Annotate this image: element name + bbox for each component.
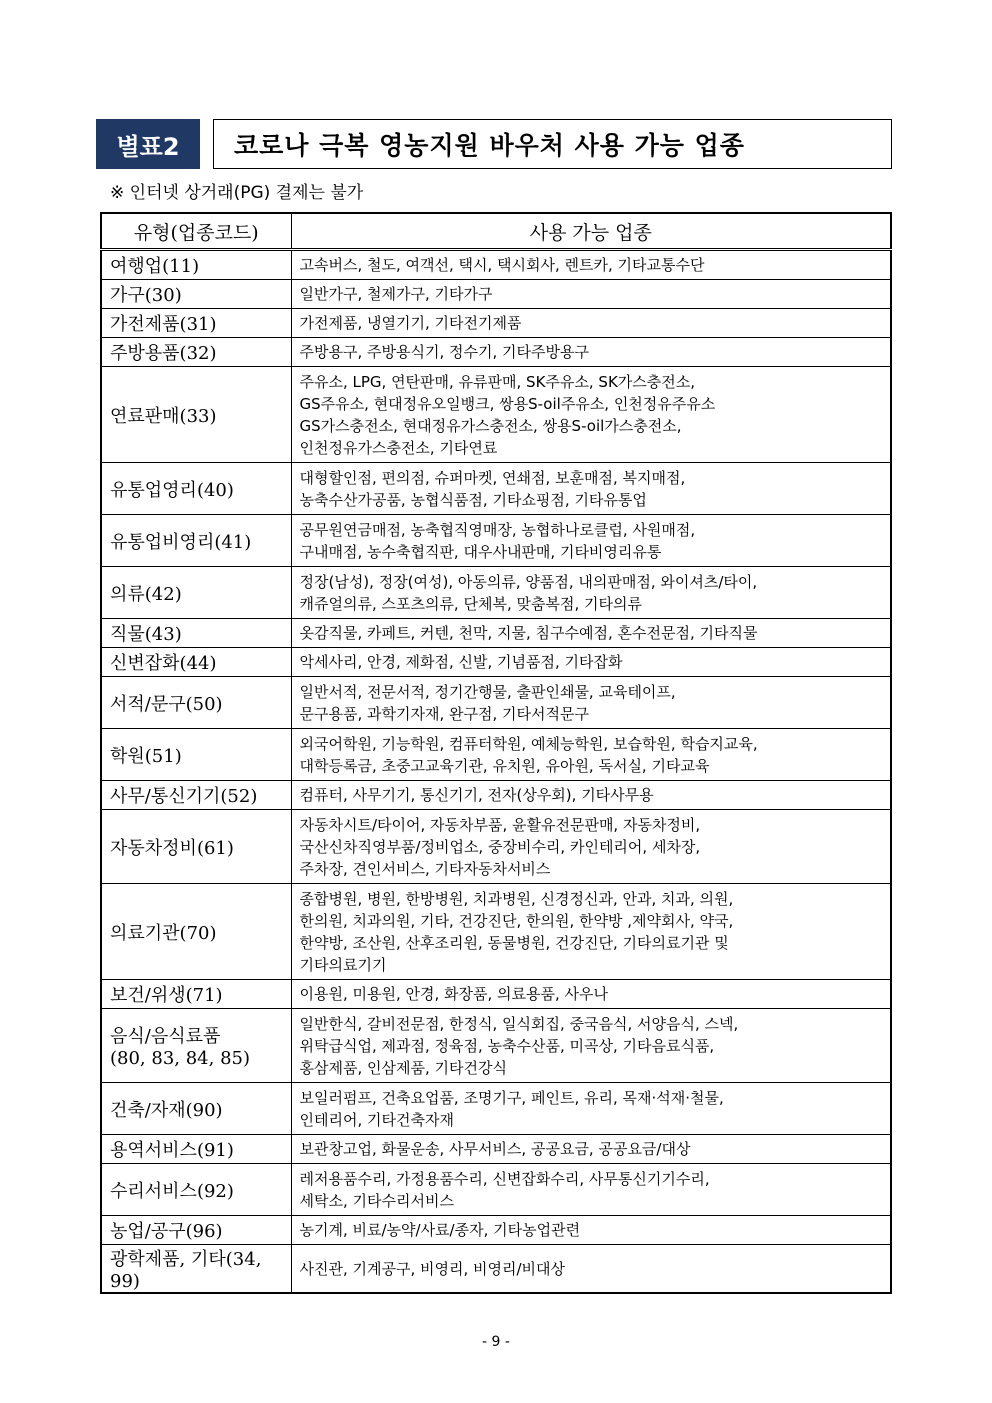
row-items [291, 619, 891, 648]
row-category [101, 250, 291, 280]
row-category-line: 수리서비스(92) [110, 1180, 234, 1202]
row-items-line: 주방용구, 주방용식기, 정수기, 기타주방용구 [299, 343, 589, 361]
row-items-line: 주차장, 견인서비스, 기타자동차서비스 [299, 859, 551, 878]
row-items [291, 280, 891, 309]
row-items-line: 외국어학원, 기능학원, 컴퓨터학원, 예체능학원, 보습학원, 학습지교육, [299, 734, 758, 753]
row-category [101, 619, 291, 648]
row-items [291, 884, 891, 980]
table-row [101, 729, 891, 781]
row-items [291, 1164, 891, 1216]
row-items-line: 인천정유가스충전소, 기타연료 [299, 438, 498, 457]
row-items [291, 309, 891, 338]
table-row [101, 1135, 891, 1164]
row-items [291, 1009, 891, 1083]
row-items-line: 사진관, 기계공구, 비영리, 비영리/비대상 [299, 1259, 566, 1278]
row-category [101, 463, 291, 515]
row-items-line: 보관창고업, 화물운송, 사무서비스, 공공요금, 공공요금/대상 [299, 1140, 691, 1158]
row-items-line: 한약방, 조산원, 산후조리원, 동물병원, 건강진단, 기타의료기관 및 [299, 933, 729, 952]
row-items-line: 대형할인점, 편의점, 슈퍼마켓, 연쇄점, 보훈매점, 복지매점, [299, 468, 686, 487]
table-header-row [101, 213, 891, 250]
row-category-line: 연료판매(33) [110, 405, 217, 427]
row-items-line: 인테리어, 기타건축자재 [299, 1110, 454, 1129]
row-category-line: 음식/음식료품 [110, 1026, 221, 1047]
row-items-line: 이용원, 미용원, 안경, 화장품, 의료용품, 사우나 [299, 985, 609, 1003]
row-items-line: 일반서적, 전문서적, 정기간행물, 출판인쇄물, 교육테이프, [299, 682, 676, 701]
row-category [101, 367, 291, 463]
row-items-line: 홍삼제품, 인삼제품, 기타건강식 [299, 1058, 507, 1077]
row-category [101, 338, 291, 367]
row-items-line: 일반한식, 갈비전문점, 한정식, 일식회집, 중국음식, 서양음식, 스넥, [299, 1014, 739, 1033]
row-items-line: 레저용품수리, 가정용품수리, 신변잡화수리, 사무통신기기수리, [299, 1169, 710, 1188]
table-row [101, 1164, 891, 1216]
row-category-line: 의류(42) [110, 583, 182, 605]
row-items [291, 1083, 891, 1135]
row-items [291, 648, 891, 677]
row-category [101, 567, 291, 619]
table-row [101, 1245, 891, 1294]
row-category-line: 서적/문구(50) [110, 693, 223, 715]
table-body [101, 250, 891, 1294]
row-category-line: 농업/공구(96) [110, 1221, 223, 1242]
row-category-line: 학원(51) [110, 745, 182, 767]
row-items [291, 463, 891, 515]
row-items-line: 농기계, 비료/농약/사료/종자, 기타농업관련 [299, 1221, 581, 1239]
page-number: - 9 - [482, 1334, 510, 1350]
table-row [101, 280, 891, 309]
row-category [101, 781, 291, 810]
row-items-line: 구내매점, 농수축협직판, 대우사내판매, 기타비영리유통 [299, 542, 662, 561]
row-items [291, 677, 891, 729]
row-items [291, 515, 891, 567]
row-category-line: 보건/위생(71) [110, 985, 223, 1006]
table-row [101, 250, 891, 280]
row-items [291, 250, 891, 280]
row-category [101, 1245, 291, 1294]
table-row [101, 810, 891, 884]
badge-label: 별표2 [96, 119, 200, 169]
row-items-line: 캐쥬얼의류, 스포츠의류, 단체복, 맞춤복점, 기타의류 [299, 594, 642, 613]
page-title-text: 코로나 극복 영농지원 바우처 사용 가능 업종 [234, 131, 745, 160]
row-category [101, 729, 291, 781]
row-items-line: 한의원, 치과의원, 기타, 건강진단, 한의원, 한약방 ,제약회사, 약국, [299, 911, 734, 930]
row-category [101, 309, 291, 338]
row-items-line: 농축수산가공품, 농협식품점, 기타쇼핑점, 기타유통업 [299, 490, 647, 509]
col-header-category: 유형(업종코드) [101, 213, 291, 250]
row-items-line: 국산신차직영부품/정비업소, 중장비수리, 카인테리어, 세차장, [299, 837, 701, 856]
row-items-line: 가전제품, 냉열기기, 기타전기제품 [299, 314, 522, 332]
table-row [101, 1216, 891, 1245]
row-category [101, 1009, 291, 1083]
row-category-line: 의료기관(70) [110, 922, 217, 944]
row-category-line: 여행업(11) [110, 256, 200, 277]
table-row [101, 367, 891, 463]
table-row [101, 1083, 891, 1135]
table-row [101, 515, 891, 567]
table-row [101, 619, 891, 648]
row-items-line: 문구용품, 과학기자재, 완구점, 기타서적문구 [299, 704, 589, 723]
row-category-line: (80, 83, 84, 85) [110, 1048, 250, 1069]
row-category-line: 자동차정비(61) [110, 837, 234, 859]
row-category [101, 515, 291, 567]
row-items-line: 악세사리, 안경, 제화점, 신발, 기념품점, 기타잡화 [299, 653, 623, 671]
row-items [291, 810, 891, 884]
row-items-line: 고속버스, 철도, 여객선, 택시, 택시회사, 렌트카, 기타교통수단 [299, 256, 705, 274]
row-items [291, 729, 891, 781]
row-items-line: 옷감직물, 카페트, 커텐, 천막, 지물, 침구수예점, 혼수전문점, 기타직물 [299, 624, 758, 642]
row-items-line: GS가스충전소, 현대정유가스충전소, 쌍용S-oil가스충전소, [299, 416, 682, 435]
table-row [101, 884, 891, 980]
voucher-table [100, 212, 892, 1294]
row-items-line: 일반가구, 철제가구, 기타가구 [299, 285, 493, 303]
table-row [101, 648, 891, 677]
table-row [101, 980, 891, 1009]
row-category [101, 884, 291, 980]
row-items-line: 정장(남성), 정장(여성), 아동의류, 양품점, 내의판매점, 와이셔츠/타이, [299, 572, 758, 591]
row-category-line: 유통업영리(40) [110, 479, 234, 501]
row-items-line: 컴퓨터, 사무기기, 통신기기, 전자(상우회), 기타사무용 [299, 786, 654, 804]
row-category [101, 677, 291, 729]
row-items-line: 공무원연금매점, 농축협직영매장, 농협하나로클럽, 사원매점, [299, 520, 696, 539]
row-category [101, 980, 291, 1009]
row-items [291, 980, 891, 1009]
row-category [101, 280, 291, 309]
table-row [101, 309, 891, 338]
row-category-line: 용역서비스(91) [110, 1140, 234, 1161]
row-category-line: 광학제품, 기타(34, 99) [110, 1249, 262, 1292]
row-items-line: 종합병원, 병원, 한방병원, 치과병원, 신경정신과, 안과, 치과, 의원, [299, 889, 734, 908]
row-category [101, 1083, 291, 1135]
row-category-line: 사무/통신기기(52) [110, 786, 258, 807]
row-category-line: 신변잡화(44) [110, 653, 217, 674]
row-category-line: 가구(30) [110, 285, 182, 306]
note-text: ※ 인터넷 상거래(PG) 결제는 불가 [110, 183, 364, 203]
row-category-line: 가전제품(31) [110, 314, 217, 335]
row-category-line: 직물(43) [110, 624, 182, 645]
row-items-line: 대학등록금, 초중고교육기관, 유치원, 유아원, 독서실, 기타교육 [299, 756, 710, 775]
table-row [101, 567, 891, 619]
row-items [291, 1245, 891, 1294]
row-items [291, 1216, 891, 1245]
table-row [101, 1009, 891, 1083]
row-category-line: 건축/자재(90) [110, 1099, 223, 1121]
row-items [291, 367, 891, 463]
row-items-line: 자동차시트/타이어, 자동차부품, 윤활유전문판매, 자동차정비, [299, 815, 701, 834]
row-items [291, 567, 891, 619]
table-row [101, 463, 891, 515]
row-category [101, 810, 291, 884]
row-category [101, 648, 291, 677]
row-category-line: 주방용품(32) [110, 343, 217, 364]
row-category [101, 1135, 291, 1164]
row-category-line: 유통업비영리(41) [110, 531, 252, 553]
row-items [291, 338, 891, 367]
row-items-line: GS주유소, 현대정유오일뱅크, 쌍용S-oil주유소, 인천정유주유소 [299, 394, 716, 413]
row-items-line: 기타의료기기 [299, 955, 387, 974]
row-category [101, 1164, 291, 1216]
row-items-line: 위탁급식업, 제과점, 정육점, 농축수산품, 미곡상, 기타음료식품, [299, 1036, 715, 1055]
table-row [101, 677, 891, 729]
col-header-items: 사용 가능 업종 [291, 213, 891, 250]
row-items-line: 주유소, LPG, 연탄판매, 유류판매, SK주유소, SK가스충전소, [299, 372, 696, 391]
row-items-line: 보일러펌프, 건축요업품, 조명기구, 페인트, 유리, 목재·석재·철물, [299, 1088, 724, 1107]
table-row [101, 781, 891, 810]
table-row [101, 338, 891, 367]
page-title [213, 119, 892, 169]
row-items [291, 781, 891, 810]
row-category [101, 1216, 291, 1245]
row-items-line: 세탁소, 기타수리서비스 [299, 1191, 454, 1210]
row-items [291, 1135, 891, 1164]
